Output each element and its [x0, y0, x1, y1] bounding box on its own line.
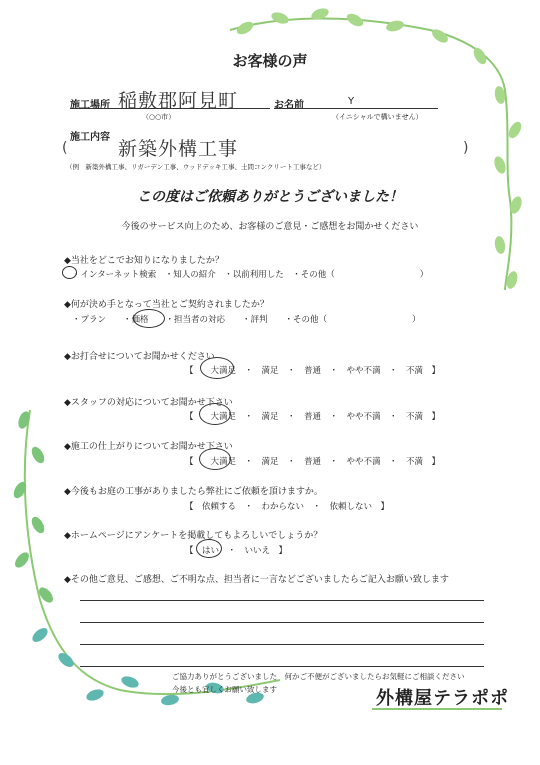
- question-3-options: 【 大満足 ・ 満足 ・ 普通 ・ やや不満 ・ 不満 】: [185, 366, 441, 376]
- question-5-options: 【 大満足 ・ 満足 ・ 普通 ・ やや不満 ・ 不満 】: [185, 457, 441, 467]
- answer-circle: [200, 357, 234, 379]
- work-label: 施工内容: [70, 132, 110, 143]
- comment-line: [80, 600, 484, 601]
- work-examples: （例 新築外構工事、リガーデン工事、ウッドデッキ工事、土間コンクリート工事など）: [66, 163, 326, 171]
- answer-circle: [199, 448, 231, 470]
- comment-line: [80, 644, 484, 645]
- paren-open: (: [62, 140, 68, 156]
- logo-underline: [372, 708, 502, 710]
- paren-close: ): [463, 140, 469, 156]
- comment-line: [80, 666, 484, 667]
- answer-circle: [196, 539, 222, 558]
- site-value: 稲敷郡阿見町: [118, 90, 239, 112]
- footer-line-1: ご協力ありがとうございました 何かご不便がございましたらお気軽にご相談ください: [172, 672, 465, 681]
- question-2: ◆何が決め手となって当社とご契約されましたか？: [64, 300, 269, 310]
- brand-logo: 外構屋テラポポ: [376, 688, 509, 709]
- answer-circle: [62, 266, 77, 279]
- question-4: ◆スタッフの対応についてお聞かせ下さい: [64, 398, 233, 408]
- question-4-options: 【 大満足 ・ 満足 ・ 普通 ・ やや不満 ・ 不満 】: [185, 412, 441, 422]
- question-7: ◆ホームページにアンケートを掲載してもよろしいでしょうか？: [64, 531, 323, 541]
- name-label: お名前: [274, 100, 304, 111]
- question-5: ◆施工の仕上がりについてお聞かせ下さい: [64, 442, 233, 452]
- intro-text: 今後のサービス向上のため、お客様のご意見・ご感想をお聞かせください: [121, 222, 419, 232]
- page-title: お客様の声: [232, 52, 308, 70]
- site-note: （○○市）: [142, 113, 176, 121]
- question-1-options: ・インターネット検索 ・知人の紹介 ・以前利用した ・その他（ ）: [72, 270, 429, 280]
- question-6-options: 【 依頼する ・ わからない ・ 依頼しない 】: [185, 502, 390, 512]
- question-6: ◆今後もお庭の工事がありましたら弊社にご依頼を頂けますか。: [64, 487, 323, 497]
- answer-circle: [133, 309, 165, 328]
- question-8: ◆その他ご意見、ご感想、ご不明な点、担当者に一言などございましたらご記入お願い致します: [64, 575, 449, 585]
- question-2-options: ・プラン ・価格 ・担当者の対応 ・評判 ・その他（ ）: [72, 315, 421, 325]
- name-note: （イニシャルで構いません）: [332, 113, 423, 121]
- thanks-heading: この度はご依頼ありがとうございました！: [137, 189, 403, 205]
- site-label: 施工場所: [70, 100, 110, 111]
- question-7-options: 【 はい ・ いいえ 】: [185, 546, 288, 556]
- name-value: Y: [348, 96, 355, 107]
- work-value: 新築外構工事: [118, 138, 239, 160]
- answer-circle: [199, 403, 231, 425]
- question-1: ◆当社をどこでお知りになりましたか？: [64, 256, 224, 266]
- question-3: ◆お打合せについてお聞かせください: [64, 352, 215, 362]
- comment-line: [80, 622, 484, 623]
- site-underline: [70, 108, 270, 109]
- name-underline: [274, 108, 438, 109]
- footer-line-2: 今後とも宜しくお願い致します: [172, 685, 277, 694]
